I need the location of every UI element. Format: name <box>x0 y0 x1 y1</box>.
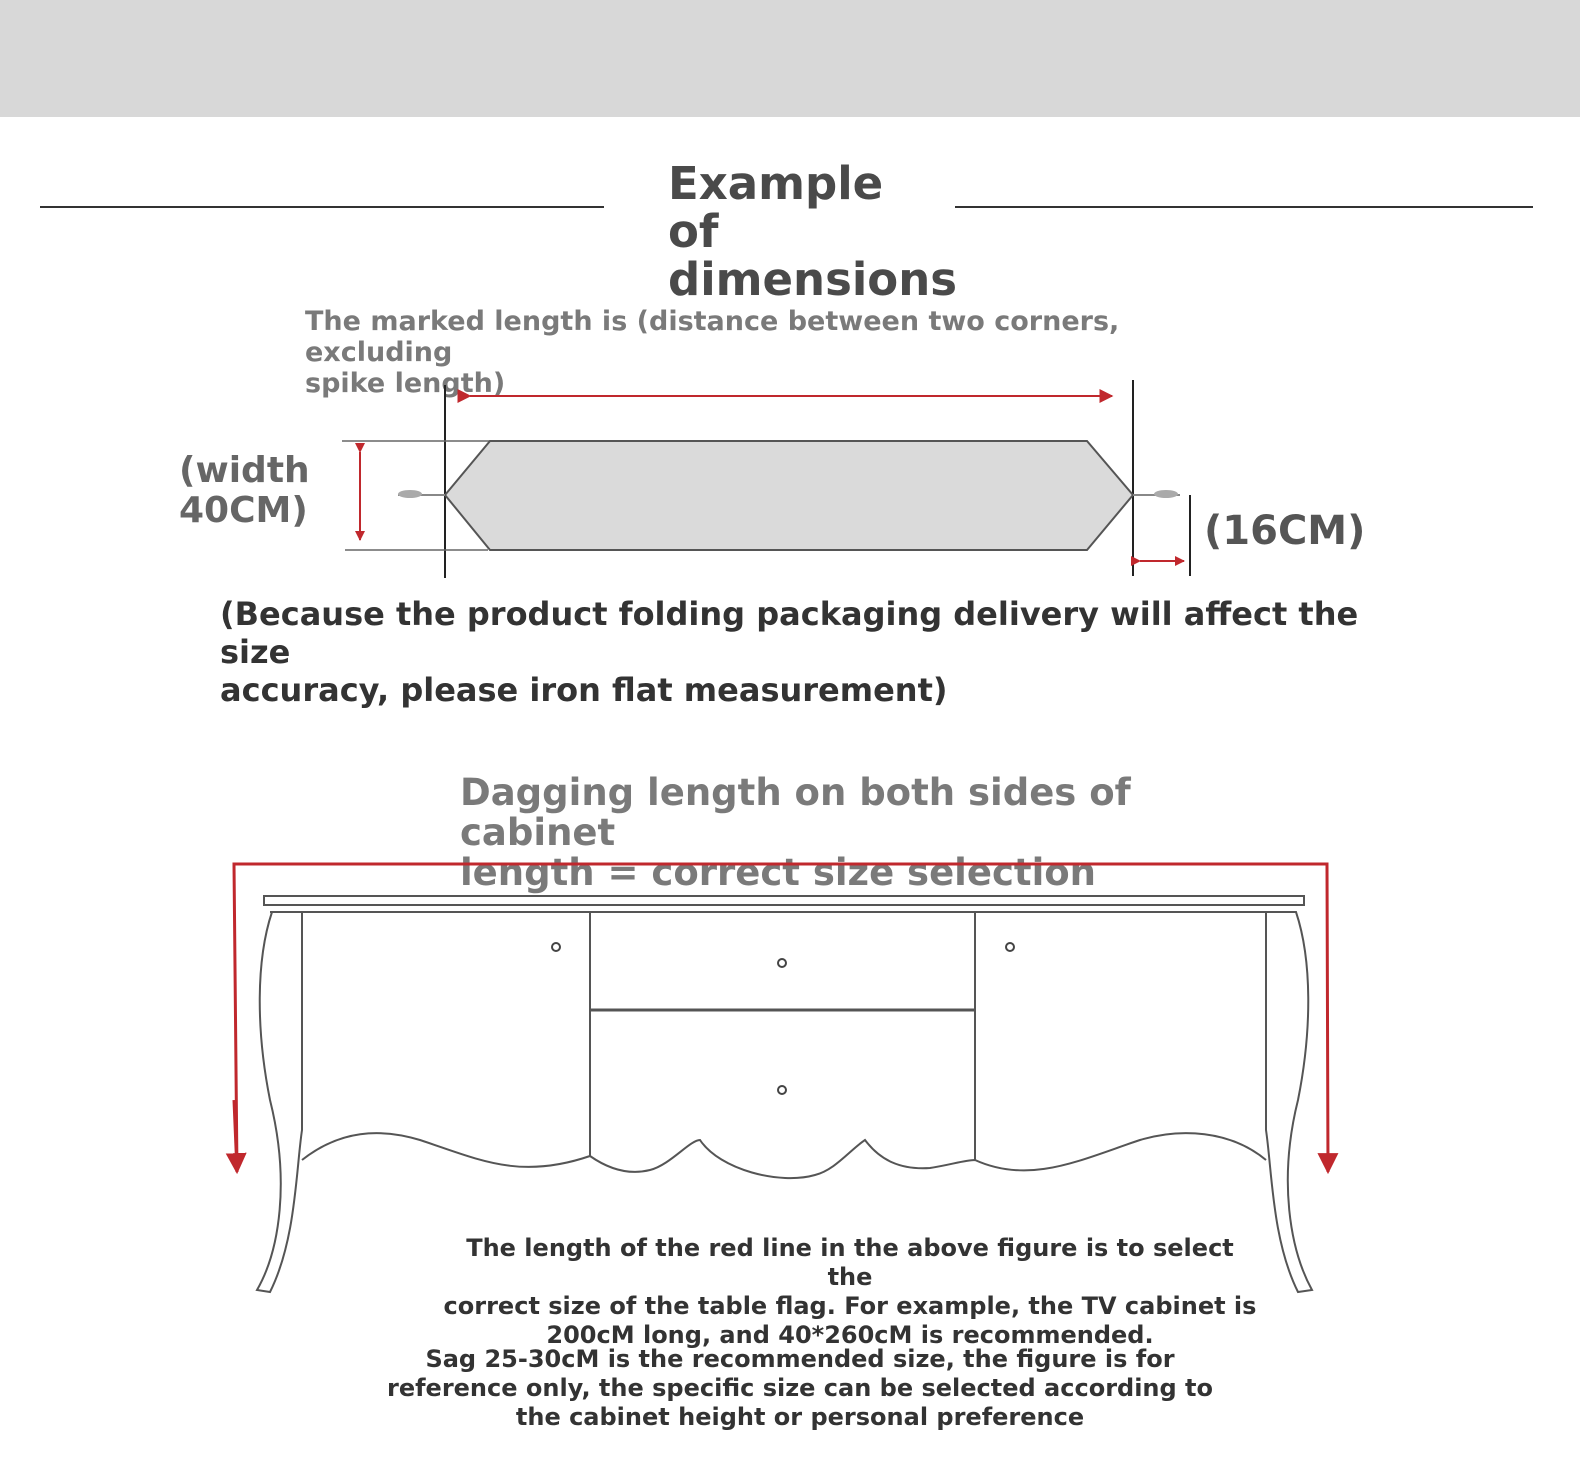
knob-top-drawer-icon <box>778 959 786 967</box>
knob-right-door-icon <box>1006 943 1014 951</box>
sag-note <box>380 1345 1220 1432</box>
spike-length-label: (16CM) <box>1204 508 1366 554</box>
sag-note-line-1: Sag 25-30cM is the recommended size, the figure is for <box>425 1345 1175 1373</box>
sag-note-line-2: reference only, the specific size can be selected according to <box>386 1374 1214 1402</box>
title-line-1: Example of <box>668 157 884 258</box>
width-label-line-2: 40CM) <box>179 490 308 531</box>
cabinet-diagram <box>234 864 1328 1292</box>
cabinet-top <box>264 896 1304 905</box>
red-line-note-line-3: 200cM long, and 40*260cM is recommended. <box>546 1321 1154 1349</box>
cabinet-apron <box>302 1133 1266 1178</box>
width-label-line-1: (width <box>179 450 310 491</box>
marked-length-line-1: The marked length is (distance between two corners, excluding <box>305 306 1120 368</box>
table-runner-shape <box>445 441 1133 550</box>
red-line-note-line-1: The length of the red line in the above figure is to select the <box>466 1234 1234 1291</box>
cabinet-left-leg <box>257 912 302 1292</box>
marked-length-line-2: spike length) <box>305 368 506 399</box>
tassel-right-icon <box>1133 490 1180 498</box>
accuracy-line-2: accuracy, please iron flat measurement) <box>220 671 948 709</box>
knob-bottom-drawer-icon <box>778 1086 786 1094</box>
table-runner-diagram <box>342 380 1190 578</box>
dagging-heading-line-1: Dagging length on both sides of cabinet <box>460 771 1131 854</box>
cabinet-right-leg <box>1266 912 1312 1292</box>
dagging-heading-line-2: length = correct size selection <box>460 851 1097 894</box>
title-line-2: dimensions <box>668 253 958 306</box>
accuracy-line-1: (Because the product folding packaging delivery will affect the size <box>220 595 1359 671</box>
red-line-note <box>440 1234 1260 1350</box>
knob-left-door-icon <box>552 943 560 951</box>
dagging-red-line <box>234 864 1328 1172</box>
sag-note-line-3: the cabinet height or personal preference <box>515 1403 1085 1431</box>
tassel-left-icon <box>398 490 445 498</box>
red-line-note-line-2: correct size of the table flag. For example, the TV cabinet is <box>443 1292 1257 1320</box>
